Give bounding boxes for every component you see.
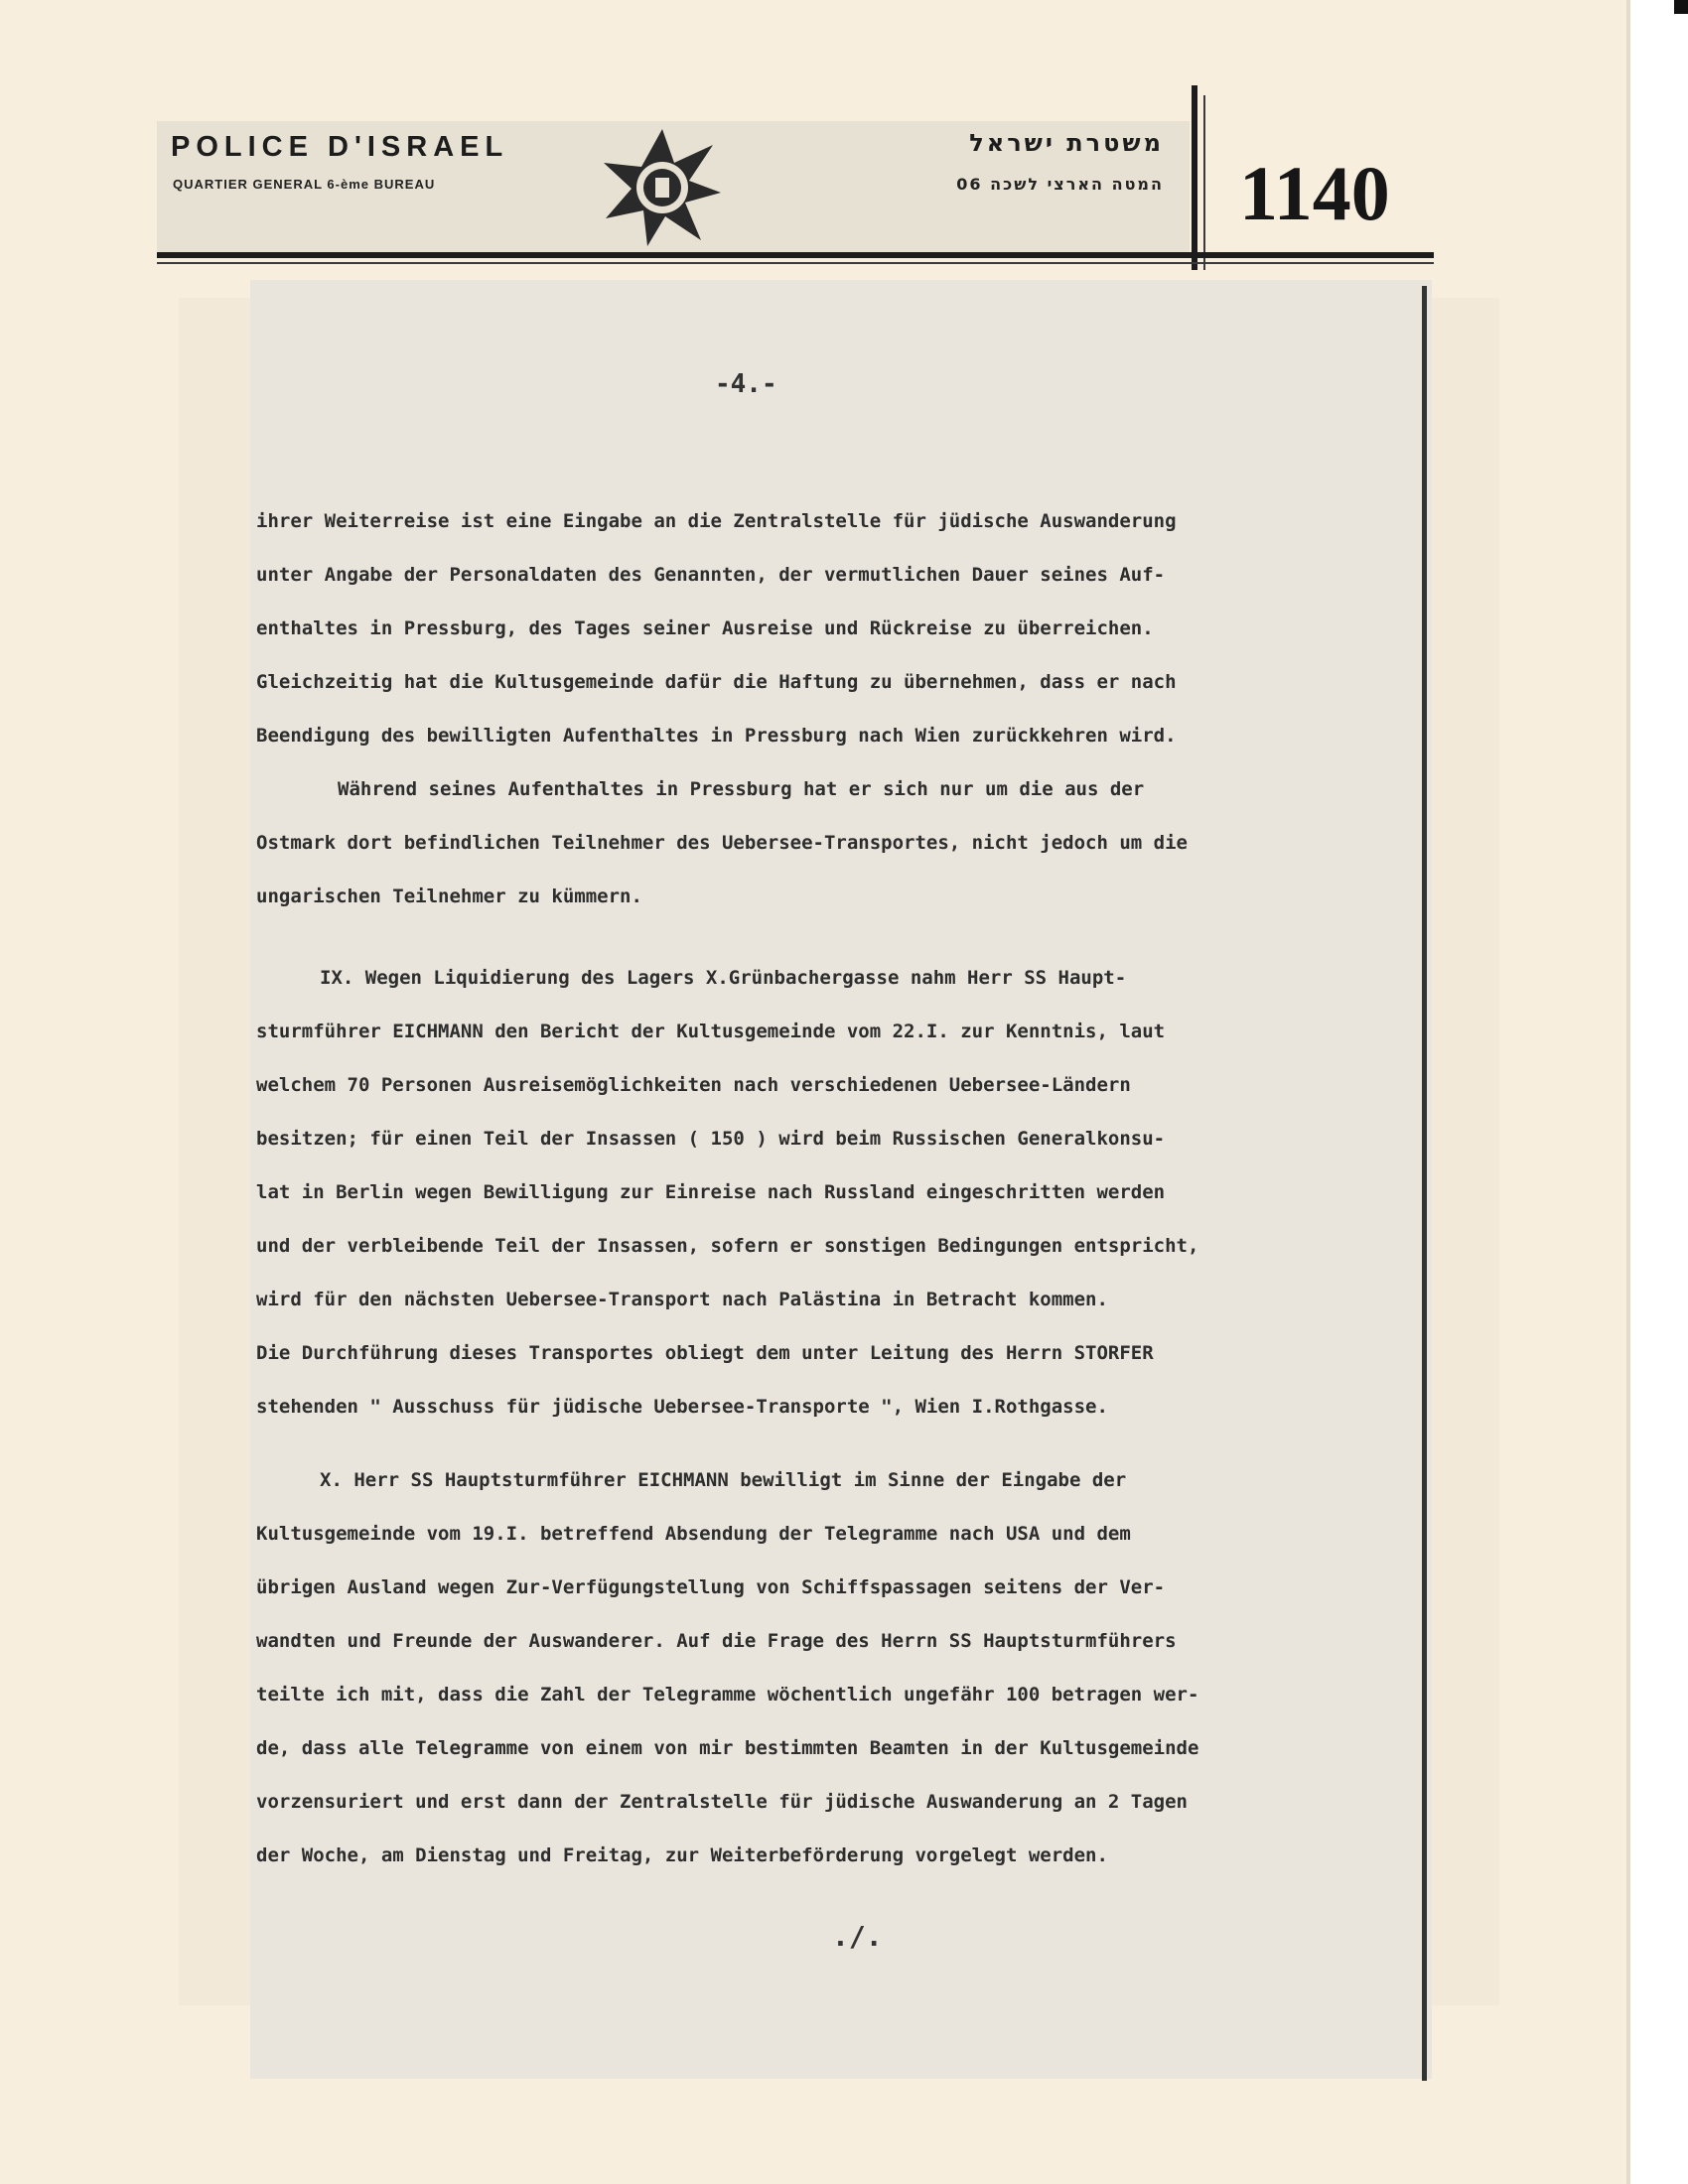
document-number: 1140 <box>1239 150 1390 236</box>
text-line: wird für den nächsten Uebersee-Transport nach Palästina in Betracht kommen. <box>256 1289 1108 1310</box>
text-line: welchem 70 Personen Ausreisemöglichkeiten nach verschiedenen Uebersee-Ländern <box>256 1074 1131 1096</box>
text-line: ihrer Weiterreise ist eine Eingabe an die Zentralstelle für jüdische Auswanderung <box>256 510 1177 532</box>
text-line: Während seines Aufenthaltes in Pressburg hat er sich nur um die aus der <box>338 778 1145 800</box>
letterhead-rule <box>157 252 1434 258</box>
letterhead-vertical-rule <box>1192 85 1197 270</box>
text-line: Kultusgemeinde vom 19.I. betreffend Absendung der Telegramme nach USA und dem <box>256 1523 1131 1545</box>
text-line: Ostmark dort befindlichen Teilnehmer des Uebersee-Transportes, nicht jedoch um die <box>256 832 1188 854</box>
text-line: stehenden " Ausschuss für jüdische Uebersee-Transporte ", Wien I.Rothgasse. <box>256 1396 1108 1418</box>
letterhead-org-name-fr: POLICE D'ISRAEL <box>171 131 509 163</box>
police-emblem-icon <box>598 123 727 252</box>
text-line: Die Durchführung dieses Transportes obliegt dem unter Leitung des Herrn STORFER <box>256 1342 1154 1364</box>
text-line: der Woche, am Dienstag und Freitag, zur Weiterbeförderung vorgelegt werden. <box>256 1844 1108 1866</box>
paragraph-spacer <box>256 1433 1384 1453</box>
text-line: und der verbleibende Teil der Insassen, sofern er sonstigen Bedingungen entspricht, <box>256 1235 1199 1257</box>
letterhead-rule-thin <box>157 262 1434 264</box>
paragraph-2 <box>256 762 1384 923</box>
scan-corner-mark <box>1674 0 1688 14</box>
text-line: IX. Wegen Liquidierung des Lagers X.Grünbachergasse nahm Herr SS Haupt- <box>320 967 1127 989</box>
letterhead-org-name-he: משטרת ישראל <box>969 129 1164 157</box>
text-line: übrigen Ausland wegen Zur-Verfügungstellung von Schiffspassagen seitens der Ver- <box>256 1576 1166 1598</box>
text-line: enthaltes in Pressburg, des Tages seiner Ausreise und Rückreise zu überreichen. <box>256 617 1154 639</box>
paragraph-1 <box>256 494 1384 762</box>
text-line: wandten und Freunde der Auswanderer. Auf die Frage des Herrn SS Hauptsturmführers <box>256 1630 1177 1652</box>
text-line: sturmführer EICHMANN den Bericht der Kultusgemeinde vom 22.I. zur Kenntnis, laut <box>256 1021 1166 1042</box>
text-line: ungarischen Teilnehmer zu kümmern. <box>256 886 642 907</box>
text-line: unter Angabe der Personaldaten des Genannten, der vermutlichen Dauer seines Auf- <box>256 564 1166 586</box>
text-line: X. Herr SS Hauptsturmführer EICHMANN bewilligt im Sinne der Eingabe der <box>320 1469 1127 1491</box>
letterhead-vertical-rule-thin <box>1203 95 1205 270</box>
text-line: besitzen; für einen Teil der Insassen ( 150 ) wird beim Russischen Generalkonsu- <box>256 1128 1166 1150</box>
text-line: Gleichzeitig hat die Kultusgemeinde dafür die Haftung zu übernehmen, dass er nach <box>256 671 1177 693</box>
letterhead-unit-he: המטה הארצי לשכה 06 <box>956 175 1164 194</box>
text-line: teilte ich mit, dass die Zahl der Telegramme wöchentlich ungefähr 100 betragen wer- <box>256 1684 1199 1706</box>
body-edge-line <box>1422 286 1427 2081</box>
letterhead-unit-fr: QUARTIER GENERAL 6-ème BUREAU <box>173 177 436 192</box>
text-line: lat in Berlin wegen Bewilligung zur Einreise nach Russland eingeschritten werden <box>256 1181 1166 1203</box>
text-line: vorzensuriert und erst dann der Zentralstelle für jüdische Auswanderung an 2 Tagen <box>256 1791 1188 1813</box>
text-line: de, dass alle Telegramme von einem von mir bestimmten Beamten in der Kultusgemeinde <box>256 1737 1199 1759</box>
paragraph-spacer <box>256 923 1384 951</box>
body-text <box>256 494 1384 1882</box>
scan-margin <box>1626 0 1688 2184</box>
paragraph-section-ix <box>256 951 1384 1433</box>
continuation-mark: ./. <box>832 1920 883 1953</box>
text-line: Beendigung des bewilligten Aufenthaltes in Pressburg nach Wien zurückkehren wird. <box>256 725 1177 747</box>
paragraph-section-x <box>256 1453 1384 1882</box>
page-number: -4.- <box>715 369 777 399</box>
